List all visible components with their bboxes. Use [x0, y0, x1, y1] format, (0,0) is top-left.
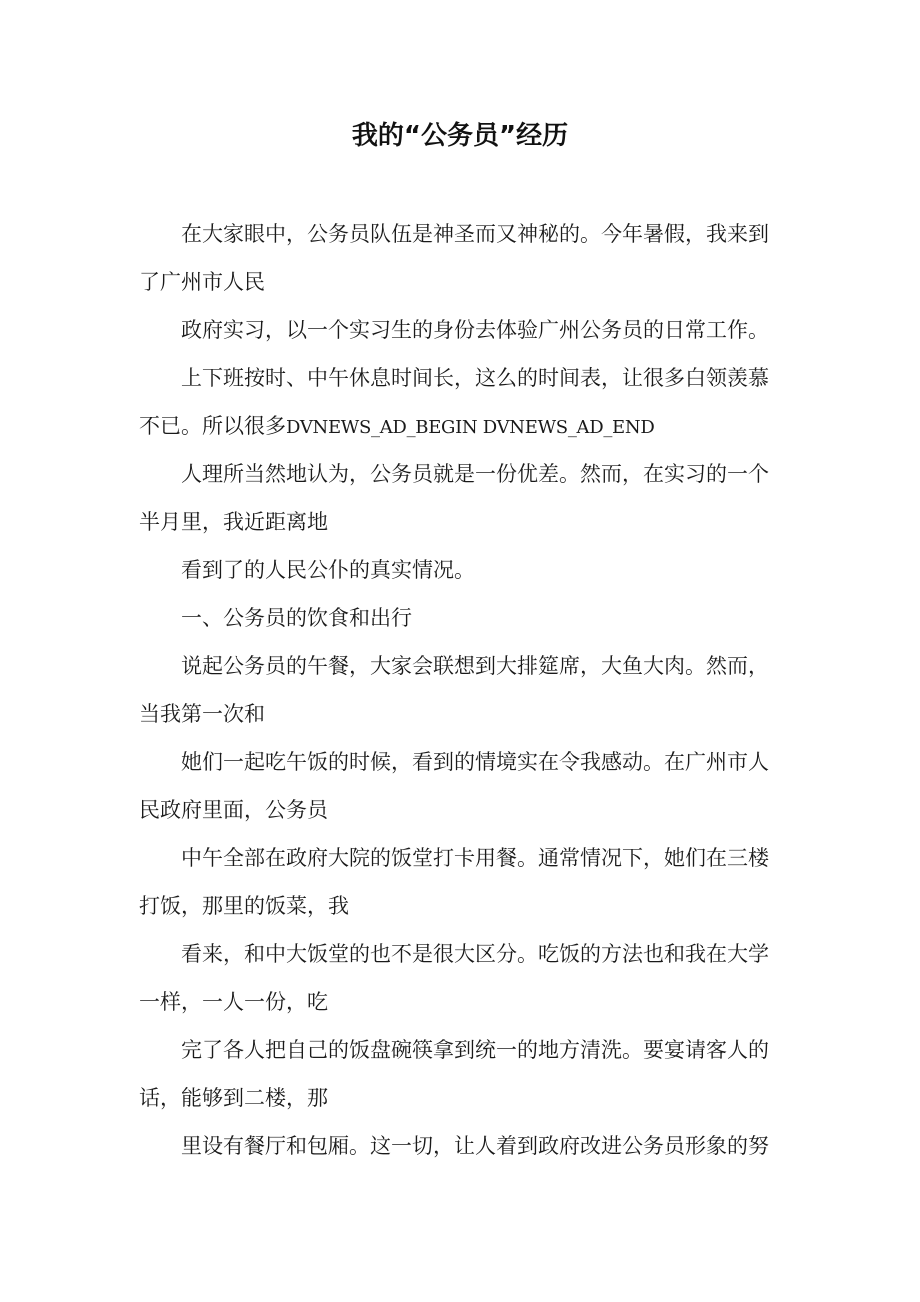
- text-line-content: 说起公务员的午餐，大家会联想到大排筵席，大鱼大肉。然而，: [181, 654, 769, 678]
- text-line: [139, 1074, 789, 1122]
- text-line-content: 民政府里面，公务员: [139, 798, 328, 822]
- text-line-content: 上下班按时、中午休息时间长，这么的时间表，让很多白领羡慕: [181, 366, 769, 390]
- text-line: [139, 498, 789, 546]
- text-line-content: 当我第一次和: [139, 702, 265, 726]
- text-line: [139, 690, 789, 738]
- text-line-content: 半月里，我近距离地: [139, 510, 328, 534]
- text-line-content: 打饭，那里的饭菜，我: [139, 894, 349, 918]
- text-line-content: 政府实习，以一个实习生的身份去体验广州公务员的日常工作。: [181, 318, 769, 342]
- text-line: [139, 882, 789, 930]
- text-line: [139, 1122, 789, 1170]
- text-line-content: 一、公务员的饮食和出行: [181, 606, 412, 630]
- text-line: [139, 306, 789, 354]
- text-line-content: 话，能够到二楼，那: [139, 1086, 328, 1110]
- text-line-content: 她们一起吃午饭的时候，看到的情境实在令我感动。在广州市人: [181, 750, 769, 774]
- text-line: [139, 834, 789, 882]
- text-line-content: 看来，和中大饭堂的也不是很大区分。吃饭的方法也和我在大学: [181, 942, 769, 966]
- text-line: [139, 642, 789, 690]
- text-line: [139, 786, 789, 834]
- text-line-content: 一样，一人一份，吃: [139, 990, 328, 1014]
- text-line-content: 里设有餐厅和包厢。这一切，让人着到政府改进公务员形象的努: [181, 1134, 769, 1158]
- document-title: 我的“公务员”经历: [351, 121, 569, 151]
- text-line: [139, 594, 789, 642]
- text-line-content: 中午全部在政府大院的饭堂打卡用餐。通常情况下，她们在三楼: [181, 846, 769, 870]
- text-line: [139, 738, 789, 786]
- text-line: [139, 978, 789, 1026]
- text-line: [139, 930, 789, 978]
- text-line-content: 完了各人把自己的饭盘碗筷拿到统一的地方清洗。要宴请客人的: [181, 1038, 769, 1062]
- text-line: [139, 258, 789, 306]
- text-line-content: 不已。所以很多: [139, 414, 286, 438]
- text-line: [139, 1026, 789, 1074]
- text-line: [139, 546, 789, 594]
- text-line: [139, 210, 789, 258]
- text-line-content: 看到了的人民公仆的真实情况。: [181, 558, 475, 582]
- text-line: [139, 450, 789, 498]
- text-line-content: 在大家眼中，公务员队伍是神圣而又神秘的。今年暑假，我来到: [181, 222, 769, 246]
- document-body: [139, 210, 789, 1170]
- text-line: [139, 402, 789, 450]
- ad-marker-text: DVNEWS_AD_BEGIN DVNEWS_AD_END: [286, 417, 655, 438]
- text-line-content: 了广州市人民: [139, 270, 265, 294]
- text-line-content: 人理所当然地认为，公务员就是一份优差。然而，在实习的一个: [181, 462, 769, 486]
- text-line: [139, 354, 789, 402]
